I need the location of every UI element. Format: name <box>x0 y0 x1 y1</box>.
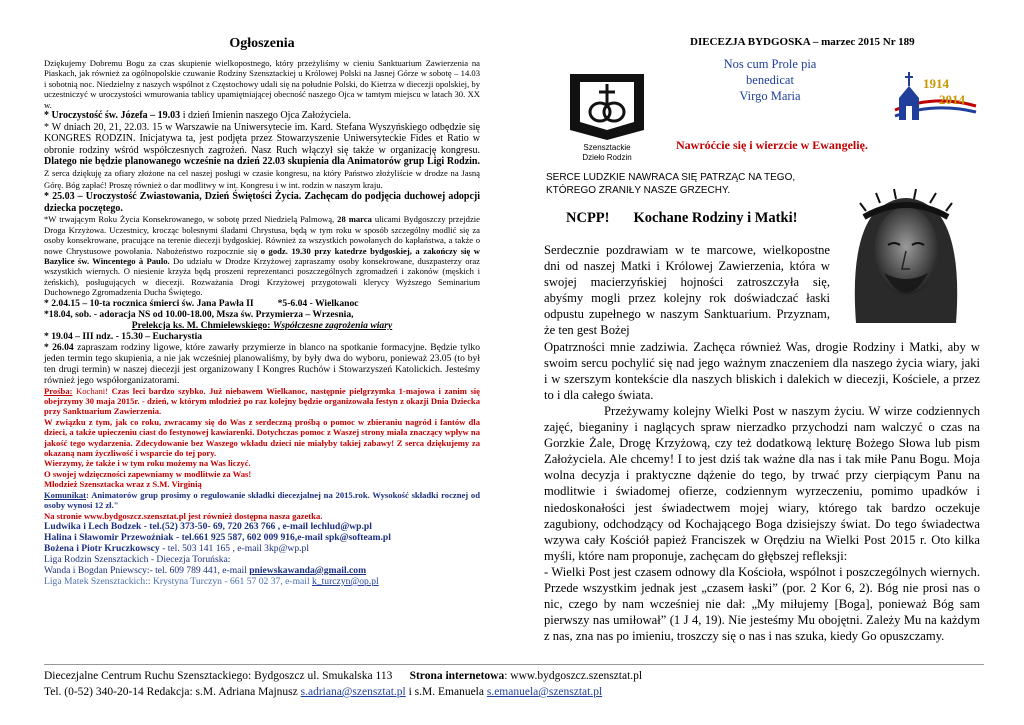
motto-line-2: benedicat <box>746 73 794 87</box>
schoenstatt-family-logo <box>566 70 648 162</box>
jubilee-year-start: 1914 <box>923 76 949 91</box>
announcements-column <box>44 36 480 587</box>
way-of-cross-paragraph: *W trwającym Roku Życia Konsekrowanego, w sobotę przed Niedzielą Palmową, 28 marca ulicami Bydgoszczy przejdzie Droga Krzyżowa. Uczestnicy, krocząc bolesnymi śladami Chrystusa, będą w tym roku w sposób szczególny modlić się za osoby konsekrowane, pracujące na terenie diecezji bydgoskiej. Również za wszystkich powołanych do kapłaństwa, a także o nowe Chrystusowe powołania. Nabożeństwo rozpocznie się o godz. 19.30 przy katedrze bydgoskiej, a zakończy się w Bazylice św. Wincentego à Paulo. Do udziału w Drodze Krzyżowej zapraszamy osoby konsekrowane, duszpasterzy oraz wszystkich wiernych. O niesienie krzyża będą proszeni reprezentanci poszczególnych zgromadzeń i zakonów (męskich i żeńskich), posługujących w diecezji. Rozważania Drogi Krzyżowej przygotowali klerycy Wyższego Seminarium Duchownego Zgromadzenia Ducha Świętego. <box>44 214 480 298</box>
contact-bodzek: Ludwika i Lech Bodzek - tel.(52) 373-50- 69, 720 263 766 , e-mail lechlud@wp.pl <box>44 520 372 532</box>
motto-line-3: Virgo Maria <box>739 89 801 103</box>
request-body: W związku z tym, jak co roku, zwracamy się do Was z serdeczną prośbą o pomoc w zbieraniu nagród i fantów dla dzieci, a także upieczeniu ciast do festynowej kawiarenki. Dotychczas pomoc z Waszej strony miała znaczący wpływ na jakość tego wydarzenia. Zdecydowanie bez Waszego wkładu dzieci nie miałyby takiej zabawy! Z serca dziękujemy za okazaną nam życzliwość i wsparcie do tej pory. <box>44 416 480 459</box>
emanuela-email-link[interactable]: s.emanuela@szensztat.pl <box>486 686 603 698</box>
communique: Komunikat: Animatorów grup prosimy o regulowanie składki diecezjalnej na 2015.rok. Wysokość składki rocznej od osoby wynosi 12 zł." <box>44 489 480 511</box>
letter-paragraph-1b: Opatrzności mnie zadziwia. Zachęca również Was, drogie Rodziny i Matki, aby w swoim sercu pochylić się nad jego ważnym znaczeniem dla naszego życia wiary, jaki i w szerszym kontekście dla naszych bliskich i dalekich w diecezji, Kościele, a przez to i dla całego świata. <box>544 339 980 402</box>
heart-quote: SERCE LUDZKIE NAWRACA SIĘ PATRZĄC NA TEGO, KTÓREGO ZRANIŁY NASZE GRZECHY. <box>546 172 796 196</box>
lent-call: Nawróćcie się i wierzcie w Ewangelię. <box>676 138 868 152</box>
website-note: Na stronie www.bydgoszcz.szensztat.pl jest również dostępna nasza gazetka. <box>44 510 323 521</box>
pastoral-letter <box>544 242 980 644</box>
logo-text-line2: Dzieło Rodzin <box>582 153 632 162</box>
annunciation-paragraph: * 25.03 – Uroczystość Zwiastowania, Dzień Świętości Życia. Zachęcam do podjęcia duchowej adopcji dziecka poczętego. <box>44 191 480 214</box>
contact-kruczkowscy: Bożena i Piotr Kruczkowscy - tel. 503 141 165 , e-mail 3kp@wp.pl <box>44 542 309 554</box>
league-families-paragraph: * 26.04 zapraszam rodziny ligowe, które zawarły przymierze in blanco na spotkanie formacyjne. Będzie tylko jeden termin tego skupienia, a nie jak wcześniej planowaliśmy, by były dwa do wyboru, ponieważ 23.05 (to był ten drugi termin) w naszej diecezji jest organizowany I Kongres Ruchów i Stowarzyszeń Katolickich. Jesteśmy również jego współorganizatorami. <box>44 341 480 386</box>
intro-paragraph: Dziękujemy Dobremu Bogu za czas skupienie wielkopostnego, który przeżyliśmy w cieniu Sanktuarium Zawierzenia na Piaskach, jak również za ogólnopolskie czuwanie Rodziny Szensztackiej u Królowej Polski na Jasnej Górze w sobotę – 14.03 i sobotnią noc. Niedzielny z naszych wspólnot z Częstochowy udali się na południe Polski, do Kietrza w diecezji opolskiej, by uczestniczyć w uroczystości wmurowania tablicy upamiętniającej obecność naszego Ojca w tamtym miejscu w latach 30. XX w. <box>44 58 480 110</box>
footer-line-2: Tel. (0-52) 340-20-14 Redakcja: s.M. Adriana Majnusz s.adriana@szensztat.pl i s.M. Emanuela s.emanuela@szensztat.pl <box>44 686 603 698</box>
logo-text-line1: Szensztackie <box>583 143 631 152</box>
contact-torun: Liga Rodzin Szensztackich - Diecezja Toruńska: <box>44 553 231 565</box>
request-signature: Młodzież Szensztacka wraz z S.M. Virginią <box>44 479 202 490</box>
contact-turczyn: Liga Matek Szensztackich:: Krystyna Turczyn - 661 57 02 37, e-mail k_turczyn@op.pl <box>44 575 379 587</box>
pniewscy-email-link[interactable]: pniewskawanda@gmail.com <box>249 564 367 576</box>
footer <box>44 668 642 700</box>
congress-paragraph: * W dniach 20, 21, 22.03. 15 w Warszawie na Uniwersytecie im. Kard. Stefana Wyszyńskiego odbędzie się KONGRES RODZIN. Inicjatywa ta, jest podjęta przez Stowarzyszenie Uniwersyteckie Fides et Ratio w obronie rodziny wśród współczesnych zagrożeń. Nasz Ruch włączył się także w organizację kongresu. Dlatego nie będzie planowanego wcześnie na dzień 22.03 skupienia dla Animatorów grup Ligi Rodzin. Z serca dziękuję za ofiary złożone na cel naszej posługi w czasie kongresu, na który Państwo złożyliście w drodze na Jasną Górę. Bóg zapłać! Proszę również o dar modlitwy w int. Kongresu i w int. rodzin w naszym kraju. <box>44 121 480 190</box>
logo-icon <box>566 70 648 162</box>
request-paragraph: Prośba: Kochani! Czas leci bardzo szybko. Już niebawem Wielkanoc, następnie pielgrzymka 1-majowa i zanim się obejrzymy 30 maja 2015r. - dzień, w którym młodzież po raz kolejny będzie organizowała festyn z okazji Dnia Dziecka przy Sanktuarium Zawierzenia. <box>44 385 480 417</box>
greeting-heading: NCPP! Kochane Rodziny i Matki! <box>566 210 798 226</box>
turczyn-email-link[interactable]: k_turczyn@op.pl <box>312 575 379 587</box>
request-prayer: O swojej wdzięczności zapewniamy w modlitwie za Was! <box>44 468 252 479</box>
contact-przewozniak: Halina i Sławomir Przewoźniak - tel.661 925 587, 602 009 916,e-mail spk@softeam.pl <box>44 531 391 543</box>
letter-paragraph-1a: Serdecznie pozdrawiam w te marcowe, wielkopostne dni od naszej Matki i Królowej Zawierzenia, która w swojej macierzyńskiej hojności zatroszczyła się, abyśmy mogli przez kolejny rok doświadczać łaski odpustu zupełnego w naszym Sanktuarium. Przyznam, że ten gest Bożej <box>544 243 830 338</box>
eucharist-line: * 19.04 – III ndz. - 15.30 – Eucharystia <box>44 330 203 342</box>
motto <box>700 56 840 104</box>
letter-paragraph-2: Przeżywamy kolejny Wielki Post w naszym życiu. W wirze codziennych zajęć, bieganiny i naglących spraw nierzadko przychodzi nam walczyć o czas na Gorzkie Żale, Drogę Krzyżową, czy też dodatkową lekturę Bożego Słowa lub pism Założyciela. Ale chcemy! I to jest dziś tak ważne dla nas i tak miłe Panu Bogu. Moja wolna decyzja i praktyczne dążenie do tego, by trwać przy cierpiącym Panu na modlitwie i świadomej ofierze, codziennym wyrzeczeniu, pomimo upadków i niedoskonałości jest świadectwem mojej wiary, którego tak bardzo oczekuje zagubiony, odchodzący od Kochającego Boga dzisiejszy świat. Do tego świadectwa wzywa cały Kościół papież Franciszek w Orędziu na Wielki Post 2015 r. Oto kilka myśli, które nam proponuje, zachęcam do głębszej refleksji: <box>544 403 980 563</box>
request-trust: Wierzymy, że także i w tym roku możemy na Was liczyć. <box>44 458 251 469</box>
adriana-email-link[interactable]: s.adriana@szensztat.pl <box>300 686 406 698</box>
contact-pniewscy: Wanda i Bogdan Pniewscy:- tel. 609 789 441, e-mail pniewskawanda@gmail.com <box>44 564 367 576</box>
shrine-jubilee-icon <box>893 64 978 126</box>
footer-line-1: Diecezjalne Centrum Ruchu Szensztackiego: Bydgoszcz ul. Smukalska 113 Strona internetowa: www.bydgoszcz.szensztat.pl <box>44 670 643 682</box>
joseph-solemnity: * Uroczystość św. Józefa – 19.03 i dzień Imienin naszego Ojca Założyciela. <box>44 110 351 122</box>
footer-divider <box>44 664 984 665</box>
lecture-line: Prelekcja ks. M. Chmielewskiego: Współczesne zagrożenia wiary <box>131 319 393 331</box>
letter-paragraph-3: - Wielki Post jest czasem odnowy dla Kościoła, wspólnot i poszczególnych wiernych. Przede wszystkim jednak jest „czasem łaski” (por. 2 Kor 6, 2). Bóg nie prosi nas o nic, czego by nam wcześniej nie dał: „My miłujemy [Boga], ponieważ Bóg sam pierwszy nas umiłował” (1 J 4, 19). Nie jesteśmy Mu obojętni. Zależy Mu na każdym z nas, zna nas po imieniu, troszczy się o nas i nas szuka, kiedy Go opuszczamy. <box>544 564 980 644</box>
motto-line-1: Nos cum Prole pia <box>723 57 817 71</box>
issue-header: DIECEZJA BYDGOSKA – marzec 2015 Nr 189 <box>690 36 915 48</box>
jubilee-logo <box>893 64 978 126</box>
announcements-heading: Ogłoszenia <box>229 36 295 51</box>
adoration-line: *18.04, sob. - adoracja NS od 10.00-18.00, Msza św. Przymierza – Wrzesnia, <box>44 308 354 320</box>
jubilee-year-end: 2014 <box>939 92 965 107</box>
anniversary-line: * 2.04.15 – 10-ta rocznica śmierci św. Jana Pawła II *5-6.04 - Wielkanoc <box>44 297 359 309</box>
